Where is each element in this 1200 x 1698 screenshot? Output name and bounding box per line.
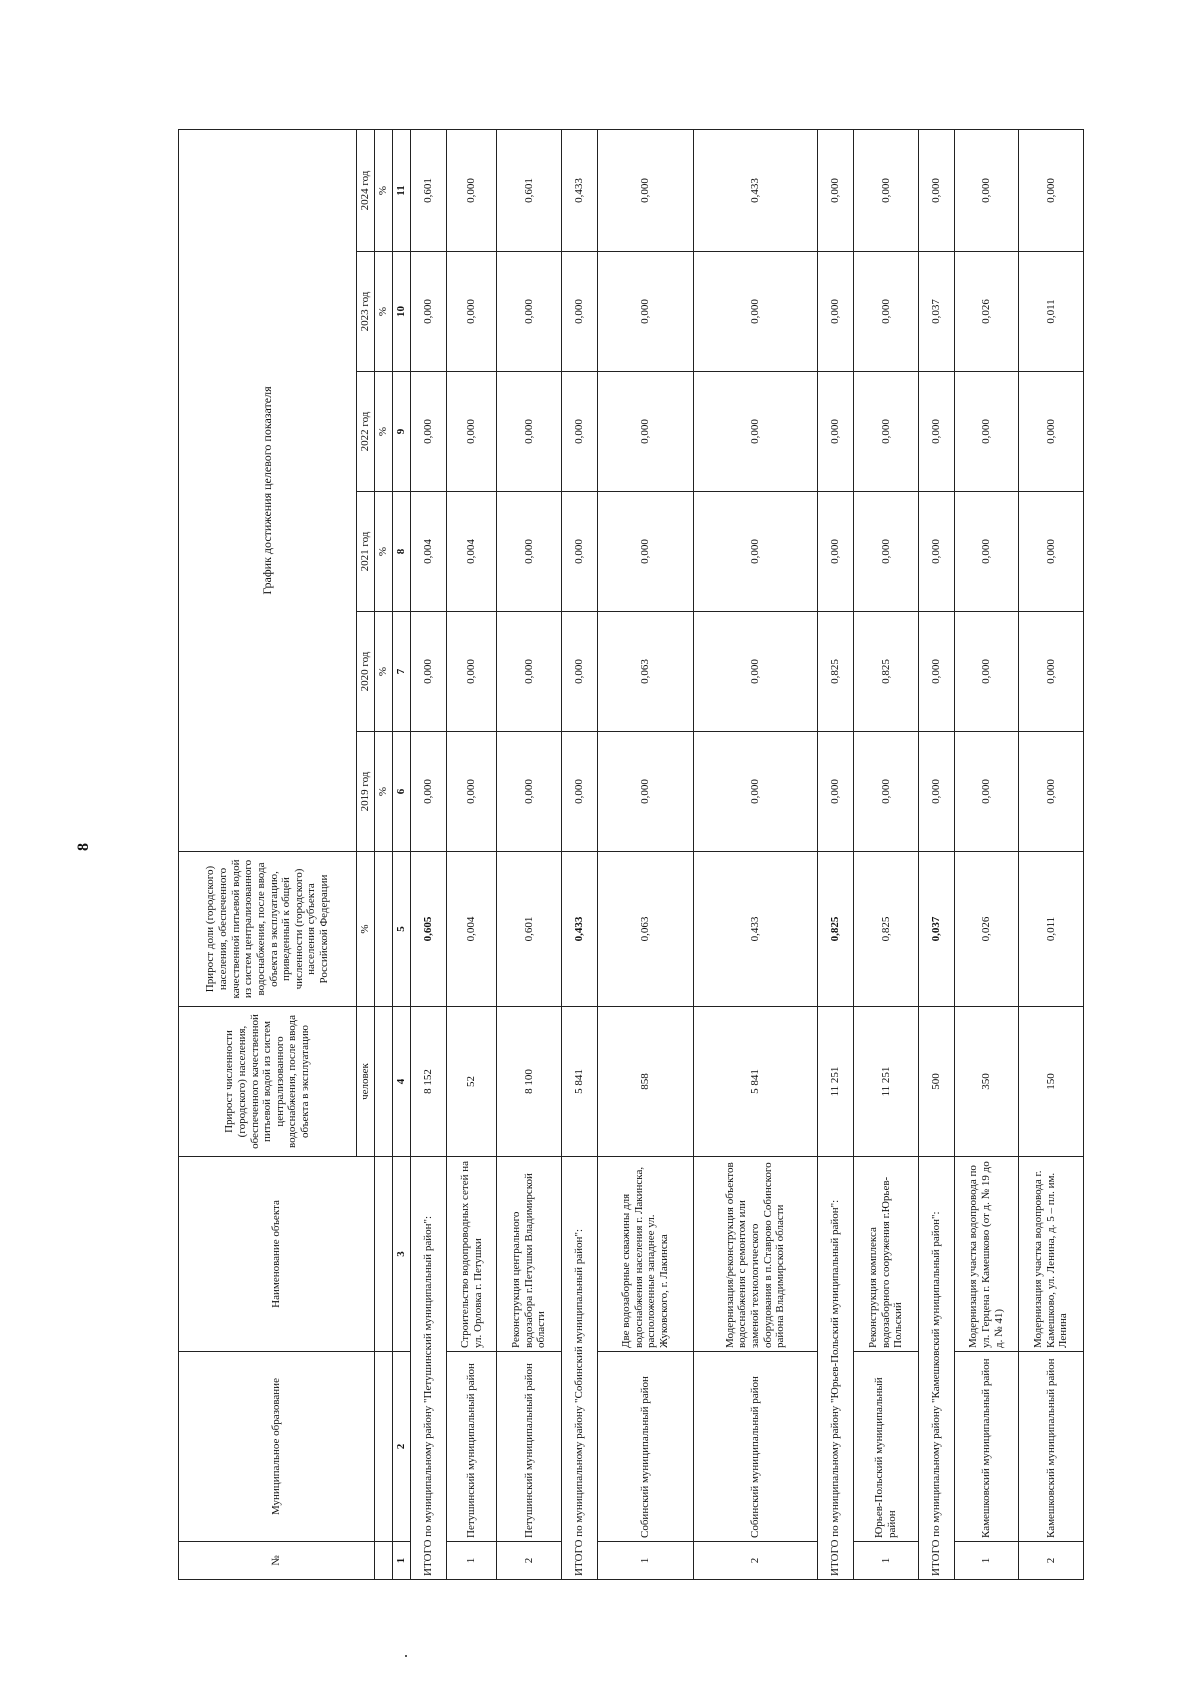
- header-unit-percent: %: [357, 852, 375, 1007]
- header-growth-population: Прирост численности (городского) населения, обеспеченного качественной питьевой водой из систем централизованного водоснабжения, после ввода объекта в эксплуатацию: [179, 1007, 357, 1157]
- header-year-2022: 2022 год: [357, 372, 375, 492]
- header-year-2023: 2023 год: [357, 252, 375, 372]
- people-count: 52: [446, 1007, 496, 1157]
- year-value: 0,000: [446, 732, 496, 852]
- total-label: ИТОГО по муниципальному району "Юрьев-Польский муниципальный район":: [818, 1157, 854, 1580]
- column-index: 10: [393, 252, 411, 372]
- year-value: 0,825: [818, 612, 854, 732]
- year-value: 0,000: [954, 372, 1019, 492]
- municipality-cell: Петушинский муниципальный район: [446, 1352, 496, 1542]
- header-year-2019: 2019 год: [357, 732, 375, 852]
- share-value: 0,433: [693, 852, 818, 1007]
- year-value: 0,000: [954, 732, 1019, 852]
- people-count: 150: [1019, 1007, 1084, 1157]
- year-value: 0,000: [1019, 492, 1084, 612]
- table-row: [446, 129, 496, 1579]
- target-indicator-table: [178, 129, 1084, 1580]
- total-label: ИТОГО по муниципальному району "Камешковский муниципальный район":: [918, 1157, 954, 1580]
- year-value: 0,000: [411, 372, 447, 492]
- year-value: 0,000: [854, 492, 919, 612]
- table-row: [854, 129, 919, 1579]
- table-row: [693, 129, 818, 1579]
- year-value: 0,000: [497, 732, 562, 852]
- column-index: 2: [393, 1352, 411, 1542]
- year-value: 0,004: [411, 492, 447, 612]
- people-count: 350: [954, 1007, 1019, 1157]
- share-value: 0,011: [1019, 852, 1084, 1007]
- share-value: 0,433: [561, 852, 597, 1007]
- year-value: 0,000: [411, 612, 447, 732]
- header-num: №: [179, 1542, 375, 1580]
- column-index: 11: [393, 129, 411, 251]
- year-value: 0,000: [854, 252, 919, 372]
- object-name-cell: Реконструкция комплекса водозаборного сооружения г.Юрьев-Польский: [854, 1157, 919, 1352]
- year-value: 0,000: [954, 612, 1019, 732]
- year-value: 0,000: [597, 732, 693, 852]
- object-name-cell: Две водозаборные скважины для водоснабжения населения г. Лакинска, расположенные западнее ул. Жуковского, г. Лакинска: [597, 1157, 693, 1352]
- total-row: [918, 129, 954, 1579]
- people-count: 5 841: [561, 1007, 597, 1157]
- row-number: 1: [854, 1542, 919, 1580]
- municipality-cell: Камешковский муниципальный район: [954, 1352, 1019, 1542]
- year-value: 0,000: [411, 732, 447, 852]
- column-index: 5: [393, 852, 411, 1007]
- year-value: 0,000: [597, 129, 693, 251]
- year-value: 0,000: [954, 492, 1019, 612]
- year-value: 0,000: [693, 492, 818, 612]
- year-value: 0,000: [597, 492, 693, 612]
- header-blank-cell: [375, 852, 393, 1007]
- year-value: 0,000: [693, 372, 818, 492]
- share-value: 0,825: [818, 852, 854, 1007]
- year-value: 0,000: [497, 252, 562, 372]
- total-label: ИТОГО по муниципальному району "Собинский муниципальный район":: [561, 1157, 597, 1580]
- header-blank-cell: [375, 1157, 393, 1352]
- share-value: 0,601: [497, 852, 562, 1007]
- year-value: 0,000: [918, 372, 954, 492]
- share-value: 0,605: [411, 852, 447, 1007]
- share-value: 0,037: [918, 852, 954, 1007]
- people-count: 858: [597, 1007, 693, 1157]
- year-value: 0,004: [446, 492, 496, 612]
- year-value: 0,601: [411, 129, 447, 251]
- row-number: 1: [954, 1542, 1019, 1580]
- year-value: 0,000: [818, 492, 854, 612]
- year-value: 0,000: [411, 252, 447, 372]
- column-index: 9: [393, 372, 411, 492]
- column-index: 4: [393, 1007, 411, 1157]
- header-year-unit: %: [375, 252, 393, 372]
- people-count: 500: [918, 1007, 954, 1157]
- people-count: 8 152: [411, 1007, 447, 1157]
- year-value: 0,000: [918, 492, 954, 612]
- object-name-cell: Модернизация участка водопровода г. Камешково, ул. Ленина, д. 5 – пл. им. Ленина: [1019, 1157, 1084, 1352]
- year-value: 0,000: [693, 612, 818, 732]
- year-value: 0,000: [497, 612, 562, 732]
- object-name-cell: Модернизация/реконструкция объектов водоснабжения с ремонтом или заменой технологического оборудования в п.Ставрово Собинского района Владимирской области: [693, 1157, 818, 1352]
- year-value: 0,000: [818, 252, 854, 372]
- header-blank-cell: [375, 1352, 393, 1542]
- year-value: 0,000: [446, 372, 496, 492]
- total-label: ИТОГО по муниципальному району "Петушинский муниципальный район":: [411, 1157, 447, 1580]
- year-value: 0,000: [561, 372, 597, 492]
- scan-speck: [405, 1655, 407, 1657]
- row-number: 2: [1019, 1542, 1084, 1580]
- year-value: 0,000: [561, 612, 597, 732]
- header-growth-share: Прирост доли (городского) населения, обеспеченного качественной питьевой водой из систем централизованного водоснабжения, после ввода объекта в эксплуатацию, приведенный к общей численности (городского) населения субъекта Российской Федерации: [179, 852, 357, 1007]
- header-year-2024: 2024 год: [357, 129, 375, 251]
- share-value: 0,004: [446, 852, 496, 1007]
- column-index: 7: [393, 612, 411, 732]
- table-row: [597, 129, 693, 1579]
- year-value: 0,000: [446, 129, 496, 251]
- header-schedule: График достижения целевого показателя: [179, 129, 357, 851]
- year-value: 0,000: [497, 492, 562, 612]
- share-value: 0,063: [597, 852, 693, 1007]
- year-value: 0,433: [693, 129, 818, 251]
- header-year-unit: %: [375, 372, 393, 492]
- year-value: 0,000: [818, 129, 854, 251]
- year-value: 0,000: [597, 252, 693, 372]
- page-number: 8: [75, 843, 92, 851]
- total-row: [818, 129, 854, 1579]
- year-value: 0,000: [918, 612, 954, 732]
- year-value: 0,433: [561, 129, 597, 251]
- year-value: 0,000: [561, 492, 597, 612]
- column-index: 1: [393, 1542, 411, 1580]
- header-year-unit: %: [375, 732, 393, 852]
- rotated-table-container: [178, 130, 1084, 1580]
- total-row: [561, 129, 597, 1579]
- row-number: 1: [446, 1542, 496, 1580]
- municipality-cell: Собинский муниципальный район: [693, 1352, 818, 1542]
- object-name-cell: Реконструкция центрального водозабора г.Петушки Владимирской области: [497, 1157, 562, 1352]
- year-value: 0,000: [1019, 612, 1084, 732]
- people-count: 11 251: [854, 1007, 919, 1157]
- year-value: 0,011: [1019, 252, 1084, 372]
- object-name-cell: Строительство водопроводных сетей на ул. Орловка г. Петушки: [446, 1157, 496, 1352]
- share-value: 0,026: [954, 852, 1019, 1007]
- year-value: 0,000: [954, 129, 1019, 251]
- header-blank-cell: [375, 1542, 393, 1580]
- table-row: [954, 129, 1019, 1579]
- year-value: 0,037: [918, 252, 954, 372]
- header-unit-people: человек: [357, 1007, 375, 1157]
- people-count: 8 100: [497, 1007, 562, 1157]
- header-year-unit: %: [375, 492, 393, 612]
- row-number: 2: [693, 1542, 818, 1580]
- year-value: 0,000: [1019, 732, 1084, 852]
- municipality-cell: Петушинский муниципальный район: [497, 1352, 562, 1542]
- year-value: 0,063: [597, 612, 693, 732]
- header-year-unit: %: [375, 129, 393, 251]
- year-value: 0,000: [693, 252, 818, 372]
- people-count: 11 251: [818, 1007, 854, 1157]
- year-value: 0,601: [497, 129, 562, 251]
- year-value: 0,000: [918, 129, 954, 251]
- year-value: 0,000: [854, 732, 919, 852]
- year-value: 0,000: [446, 612, 496, 732]
- total-row: [411, 129, 447, 1579]
- year-value: 0,000: [446, 252, 496, 372]
- header-municipality: Муниципальное образование: [179, 1352, 375, 1542]
- municipality-cell: Юрьев-Польский муниципальный район: [854, 1352, 919, 1542]
- year-value: 0,000: [818, 732, 854, 852]
- year-value: 0,000: [854, 129, 919, 251]
- row-number: 2: [497, 1542, 562, 1580]
- year-value: 0,000: [597, 372, 693, 492]
- table-row: [497, 129, 562, 1579]
- municipality-cell: Собинский муниципальный район: [597, 1352, 693, 1542]
- year-value: 0,000: [854, 372, 919, 492]
- people-count: 5 841: [693, 1007, 818, 1157]
- header-year-2020: 2020 год: [357, 612, 375, 732]
- row-number: 1: [597, 1542, 693, 1580]
- year-value: 0,000: [497, 372, 562, 492]
- header-blank-cell: [375, 1007, 393, 1157]
- header-object-name: Наименование объекта: [179, 1157, 375, 1352]
- year-value: 0,000: [561, 732, 597, 852]
- year-value: 0,000: [918, 732, 954, 852]
- share-value: 0,825: [854, 852, 919, 1007]
- table-row: [1019, 129, 1084, 1579]
- column-index: 3: [393, 1157, 411, 1352]
- year-value: 0,026: [954, 252, 1019, 372]
- column-index: 8: [393, 492, 411, 612]
- year-value: 0,000: [1019, 129, 1084, 251]
- header-year-unit: %: [375, 612, 393, 732]
- year-value: 0,000: [818, 372, 854, 492]
- year-value: 0,000: [693, 732, 818, 852]
- column-index: 6: [393, 732, 411, 852]
- header-year-2021: 2021 год: [357, 492, 375, 612]
- object-name-cell: Модернизация участка водопровода по ул. Герцена г. Камешково (от д. № 19 до д. № 41): [954, 1157, 1019, 1352]
- year-value: 0,000: [1019, 372, 1084, 492]
- year-value: 0,000: [561, 252, 597, 372]
- year-value: 0,825: [854, 612, 919, 732]
- municipality-cell: Камешковский муниципальный район: [1019, 1352, 1084, 1542]
